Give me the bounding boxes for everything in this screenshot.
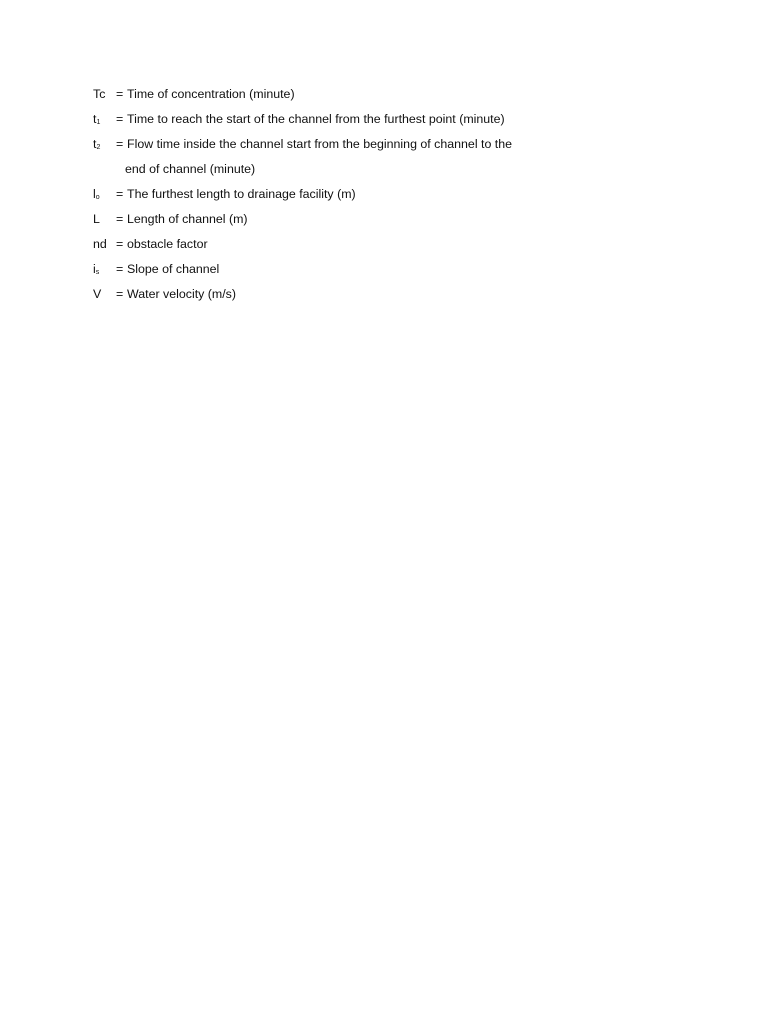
equals-sign: =: [116, 137, 124, 151]
equals-sign: =: [116, 187, 124, 201]
definition-row-v: [93, 285, 713, 310]
definition-text-continuation: end of channel (minute): [125, 162, 256, 176]
definition-text: The furthest length to drainage facility (m): [127, 187, 356, 201]
definition-text: Slope of channel: [127, 262, 220, 276]
equals-sign: =: [116, 237, 124, 251]
definition-text: Time to reach the start of the channel from the furthest point (minute): [127, 112, 505, 126]
definition-symbol: Tc: [93, 87, 106, 101]
definition-text: Time of concentration (minute): [127, 87, 295, 101]
equals-sign: =: [116, 112, 124, 126]
definition-symbol: nd: [93, 237, 107, 251]
definition-row-lo: [93, 185, 713, 210]
definition-symbol: $i_s$: [93, 262, 100, 276]
definition-row-tc: [93, 85, 713, 110]
definition-symbol: $l_o$: [93, 187, 100, 201]
definition-row-l: [93, 210, 713, 235]
definition-text: obstacle factor: [127, 237, 208, 251]
equals-sign: =: [116, 287, 124, 301]
definition-text: Flow time inside the channel start from the beginning of channel to the: [127, 137, 513, 151]
equals-sign: =: [116, 212, 124, 226]
definition-text: Length of channel (m): [127, 212, 248, 226]
definition-symbol: L: [93, 212, 100, 226]
definition-symbol: $t_2$: [93, 137, 101, 151]
definition-symbol: V: [93, 287, 102, 301]
definition-row-nd: [93, 235, 713, 260]
definition-row-t2-continuation: [93, 160, 713, 185]
definition-row-t2: [93, 135, 713, 160]
definition-text: Water velocity (m/s): [127, 287, 236, 301]
definition-row-t1: [93, 110, 713, 135]
definition-symbol: $t_1$: [93, 112, 101, 126]
equals-sign: =: [116, 87, 124, 101]
equals-sign: =: [116, 262, 124, 276]
symbol-definitions-list: [93, 85, 713, 310]
definition-row-is: [93, 260, 713, 285]
